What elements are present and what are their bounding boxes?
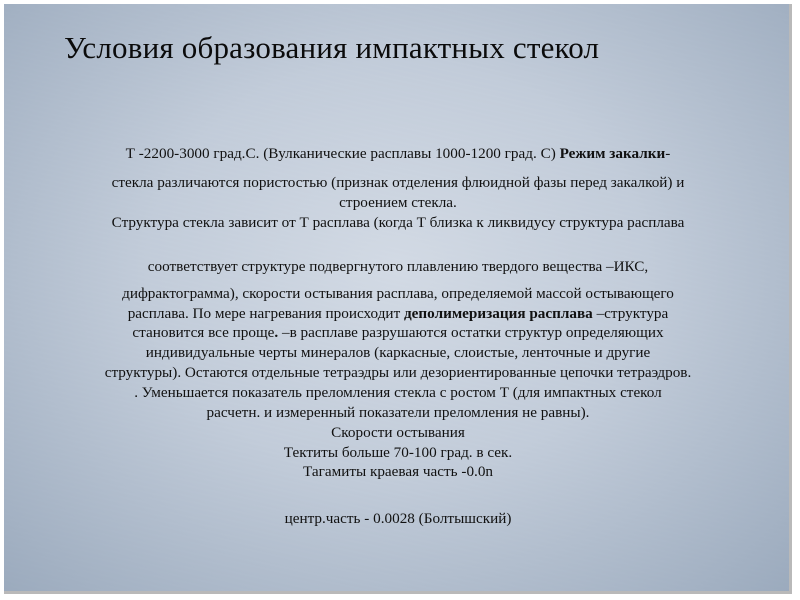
text-line-8 bbox=[4, 324, 792, 342]
text-line-7-end: –структура bbox=[596, 305, 669, 322]
text-line-1-bold: Режим закалки bbox=[559, 145, 666, 162]
text-line-5: соответствует структуре подвергнутого плавлению твердого вещества –ИКС, bbox=[147, 258, 649, 275]
text-line-10: структуры). Остаются отдельные тетраэдры или дезориентированные цепочки тетраэдров. bbox=[104, 364, 692, 381]
text-line-15: Тагамиты краевая часть -0.0n bbox=[302, 463, 494, 480]
text-line-1-end: - bbox=[665, 145, 671, 162]
text-line-1 bbox=[4, 145, 792, 163]
text-line-4: Структура стекла зависит от Т расплава (когда Т близка к ликвидусу структура расплава bbox=[111, 214, 685, 231]
text-line-13: Скорости остывания bbox=[331, 424, 465, 441]
text-line-1-main: Т -2200-3000 град.С. (Вулканические расплавы 1000-1200 град. С) bbox=[125, 145, 556, 162]
text-line-6: дифрактограмма), скорости остывания расплава, определяемой массой остывающего bbox=[122, 285, 674, 302]
slide bbox=[4, 4, 792, 594]
text-line-7-bold: деполимеризация расплава bbox=[404, 305, 593, 322]
text-line-9: индивидуальные черты минералов (каркасные, слоистые, ленточные и другие bbox=[145, 344, 651, 361]
text-line-11: . Уменьшается показатель преломления стекла с ростом Т (для импактных стекол bbox=[134, 384, 662, 401]
text-line-12: расчетн. и измеренный показатели преломления не равны). bbox=[206, 404, 590, 421]
text-line-7 bbox=[4, 305, 792, 323]
slide-title: Условия образования импактных стекол bbox=[64, 30, 600, 65]
text-line-8-end: –в расплаве разрушаются остатки структур определяющих bbox=[281, 324, 664, 341]
text-line-8-bold: . bbox=[274, 324, 279, 341]
text-line-8-start: становится все проще bbox=[132, 324, 275, 341]
text-line-16: центр.часть - 0.0028 (Болтышский) bbox=[284, 510, 512, 527]
text-line-3: строением стекла. bbox=[339, 194, 457, 211]
text-line-14: Тектиты больше 70-100 град. в сек. bbox=[283, 444, 513, 461]
text-line-7-start: расплава. По мере нагревания происходит bbox=[127, 305, 401, 322]
text-line-2: стекла различаются пористостью (признак отделения флюидной фазы перед закалкой) и bbox=[111, 174, 685, 191]
